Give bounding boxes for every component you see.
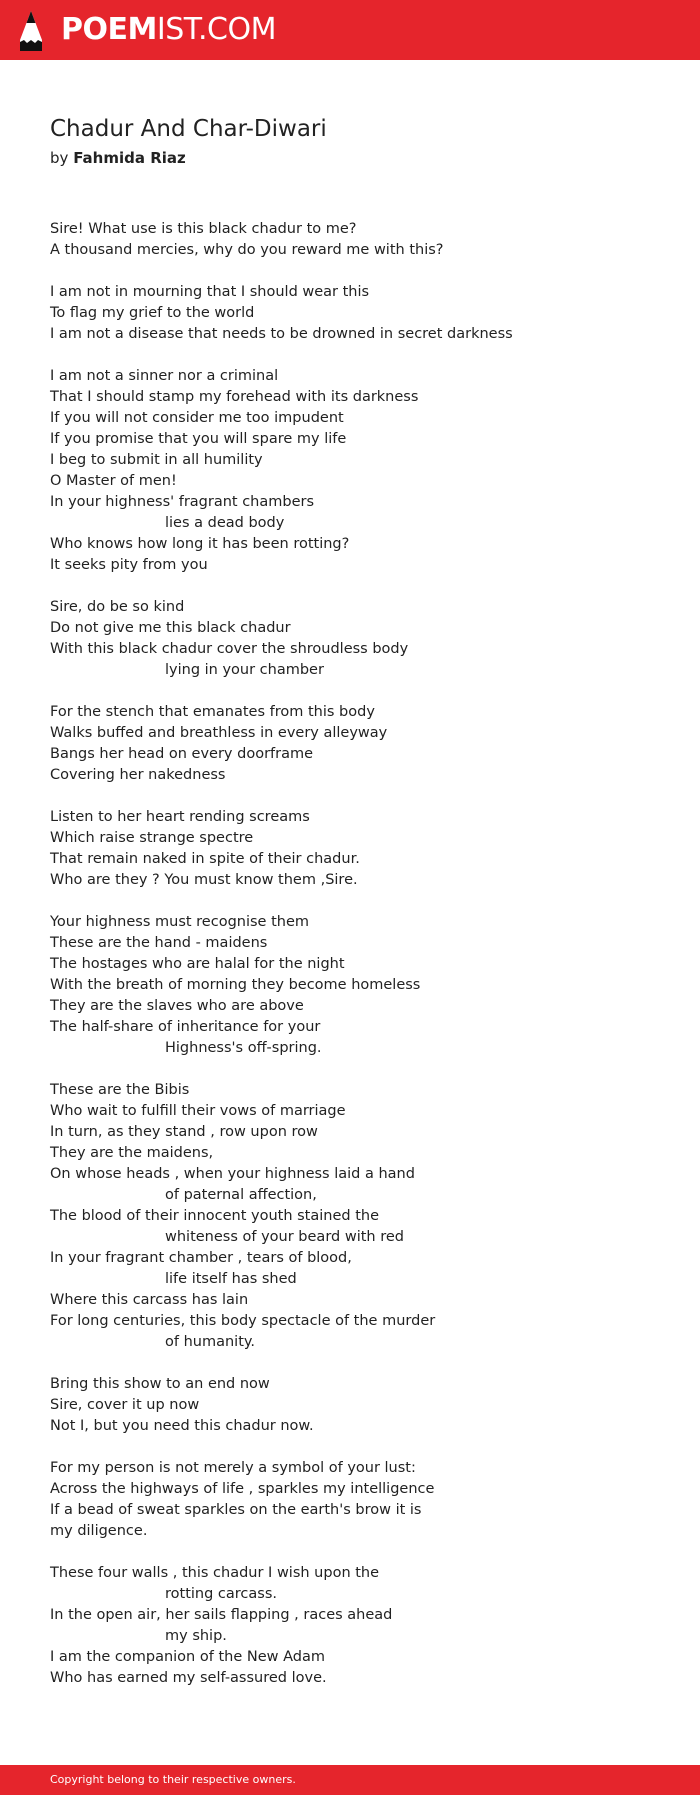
poem-line: I am not a disease that needs to be drowned in secret darkness [50,326,513,342]
poem-line: Which raise strange spectre [50,830,254,846]
poem-line: I am the companion of the New Adam [50,1649,325,1665]
stanza-break [50,1353,670,1374]
poem-line: For long centuries, this body spectacle of the murder [50,1313,436,1329]
poem-line: A thousand mercies, why do you reward me with this? [50,242,444,258]
poem-line: The hostages who are halal for the night [50,956,345,972]
poem-line: Sire, do be so kind [50,599,185,615]
copyright-notice: Copyright belong to their respective owners. [50,1773,296,1786]
poem-line: With the breath of morning they become homeless [50,977,421,993]
stanza-break [50,1437,670,1458]
poem-line: my ship. [165,1628,227,1644]
poem-line: These are the Bibis [50,1082,190,1098]
poem-line: For the stench that emanates from this body [50,704,375,720]
poem-line: my diligence. [50,1523,148,1539]
poem-line: Bring this show to an end now [50,1376,270,1392]
poem-line: Sire! What use is this black chadur to me? [50,221,357,237]
poem-line: Who are they ? You must know them ,Sire. [50,872,358,888]
poem-title: Chadur And Char-Diwari [50,116,327,142]
poem-line: They are the maidens, [50,1145,214,1161]
by-label: by [50,149,69,167]
poem-line: The blood of their innocent youth stained the [50,1208,380,1224]
poem-line: For my person is not merely a symbol of your lust: [50,1460,416,1476]
byline [50,148,650,168]
author-name: Fahmida Riaz [73,149,186,167]
stanza-break [50,891,670,912]
poem-line: Who knows how long it has been rotting? [50,536,350,552]
poem-line: If you will not consider me too impudent [50,410,344,426]
poem-line: That I should stamp my forehead with its darkness [50,389,419,405]
poem-line: Who wait to fulfill their vows of marriage [50,1103,346,1119]
poem-line: It seeks pity from you [50,557,208,573]
poem-line: I am not a sinner nor a criminal [50,368,279,384]
site-footer [0,1765,700,1795]
poem-line: rotting carcass. [165,1586,277,1602]
poem-line: In your fragrant chamber , tears of blood, [50,1250,352,1266]
poem-body [50,219,670,1689]
poem-line: I beg to submit in all humility [50,452,263,468]
stanza-break [50,681,670,702]
poem-line: Sire, cover it up now [50,1397,200,1413]
poem-line: The half-share of inheritance for your [50,1019,321,1035]
stanza-break [50,1542,670,1563]
poem-line: Your highness must recognise them [50,914,310,930]
poem-line: whiteness of your beard with red [165,1229,404,1245]
site-logo[interactable] [61,13,276,47]
poem-line: of paternal affection, [165,1187,317,1203]
poem-line: If you promise that you will spare my life [50,431,347,447]
poem-line: With this black chadur cover the shroudless body [50,641,409,657]
logo-strong-text: POEM [61,12,157,47]
poem-line: Listen to her heart rending screams [50,809,310,825]
site-header [0,0,700,60]
poem-line: life itself has shed [165,1271,297,1287]
poem-line: On whose heads , when your highness laid a hand [50,1166,415,1182]
poem-line: These four walls , this chadur I wish upon the [50,1565,380,1581]
poem-line: They are the slaves who are above [50,998,304,1014]
poem-line: Who has earned my self-assured love. [50,1670,327,1686]
poem-line: lies a dead body [165,515,285,531]
poem-line: Walks buffed and breathless in every alleyway [50,725,388,741]
poem-line: Across the highways of life , sparkles my intelligence [50,1481,435,1497]
pencil-tip-icon[interactable] [18,10,44,52]
poem-line: lying in your chamber [165,662,324,678]
poem-line: If a bead of sweat sparkles on the earth's brow it is [50,1502,422,1518]
poem-line: Bangs her head on every doorframe [50,746,314,762]
poem-line: I am not in mourning that I should wear this [50,284,370,300]
poem-heading [50,114,650,168]
poem-line: Where this carcass has lain [50,1292,249,1308]
poem-line: In turn, as they stand , row upon row [50,1124,318,1140]
poem-line: of humanity. [165,1334,256,1350]
poem-line: Not I, but you need this chadur now. [50,1418,314,1434]
stanza-break [50,261,670,282]
logo-light-text: IST.COM [156,12,276,47]
poem-line: Do not give me this black chadur [50,620,291,636]
poem-line: These are the hand - maidens [50,935,268,951]
poem-line: Covering her nakedness [50,767,226,783]
stanza-break [50,576,670,597]
poem-line: That remain naked in spite of their chadur. [50,851,360,867]
stanza-break [50,786,670,807]
poem-line: In the open air, her sails flapping , races ahead [50,1607,393,1623]
poem-line: O Master of men! [50,473,177,489]
poem-line: In your highness' fragrant chambers [50,494,315,510]
poem-line: Highness's off-spring. [165,1040,322,1056]
stanza-break [50,1059,670,1080]
stanza-break [50,345,670,366]
poem-line: To flag my grief to the world [50,305,255,321]
